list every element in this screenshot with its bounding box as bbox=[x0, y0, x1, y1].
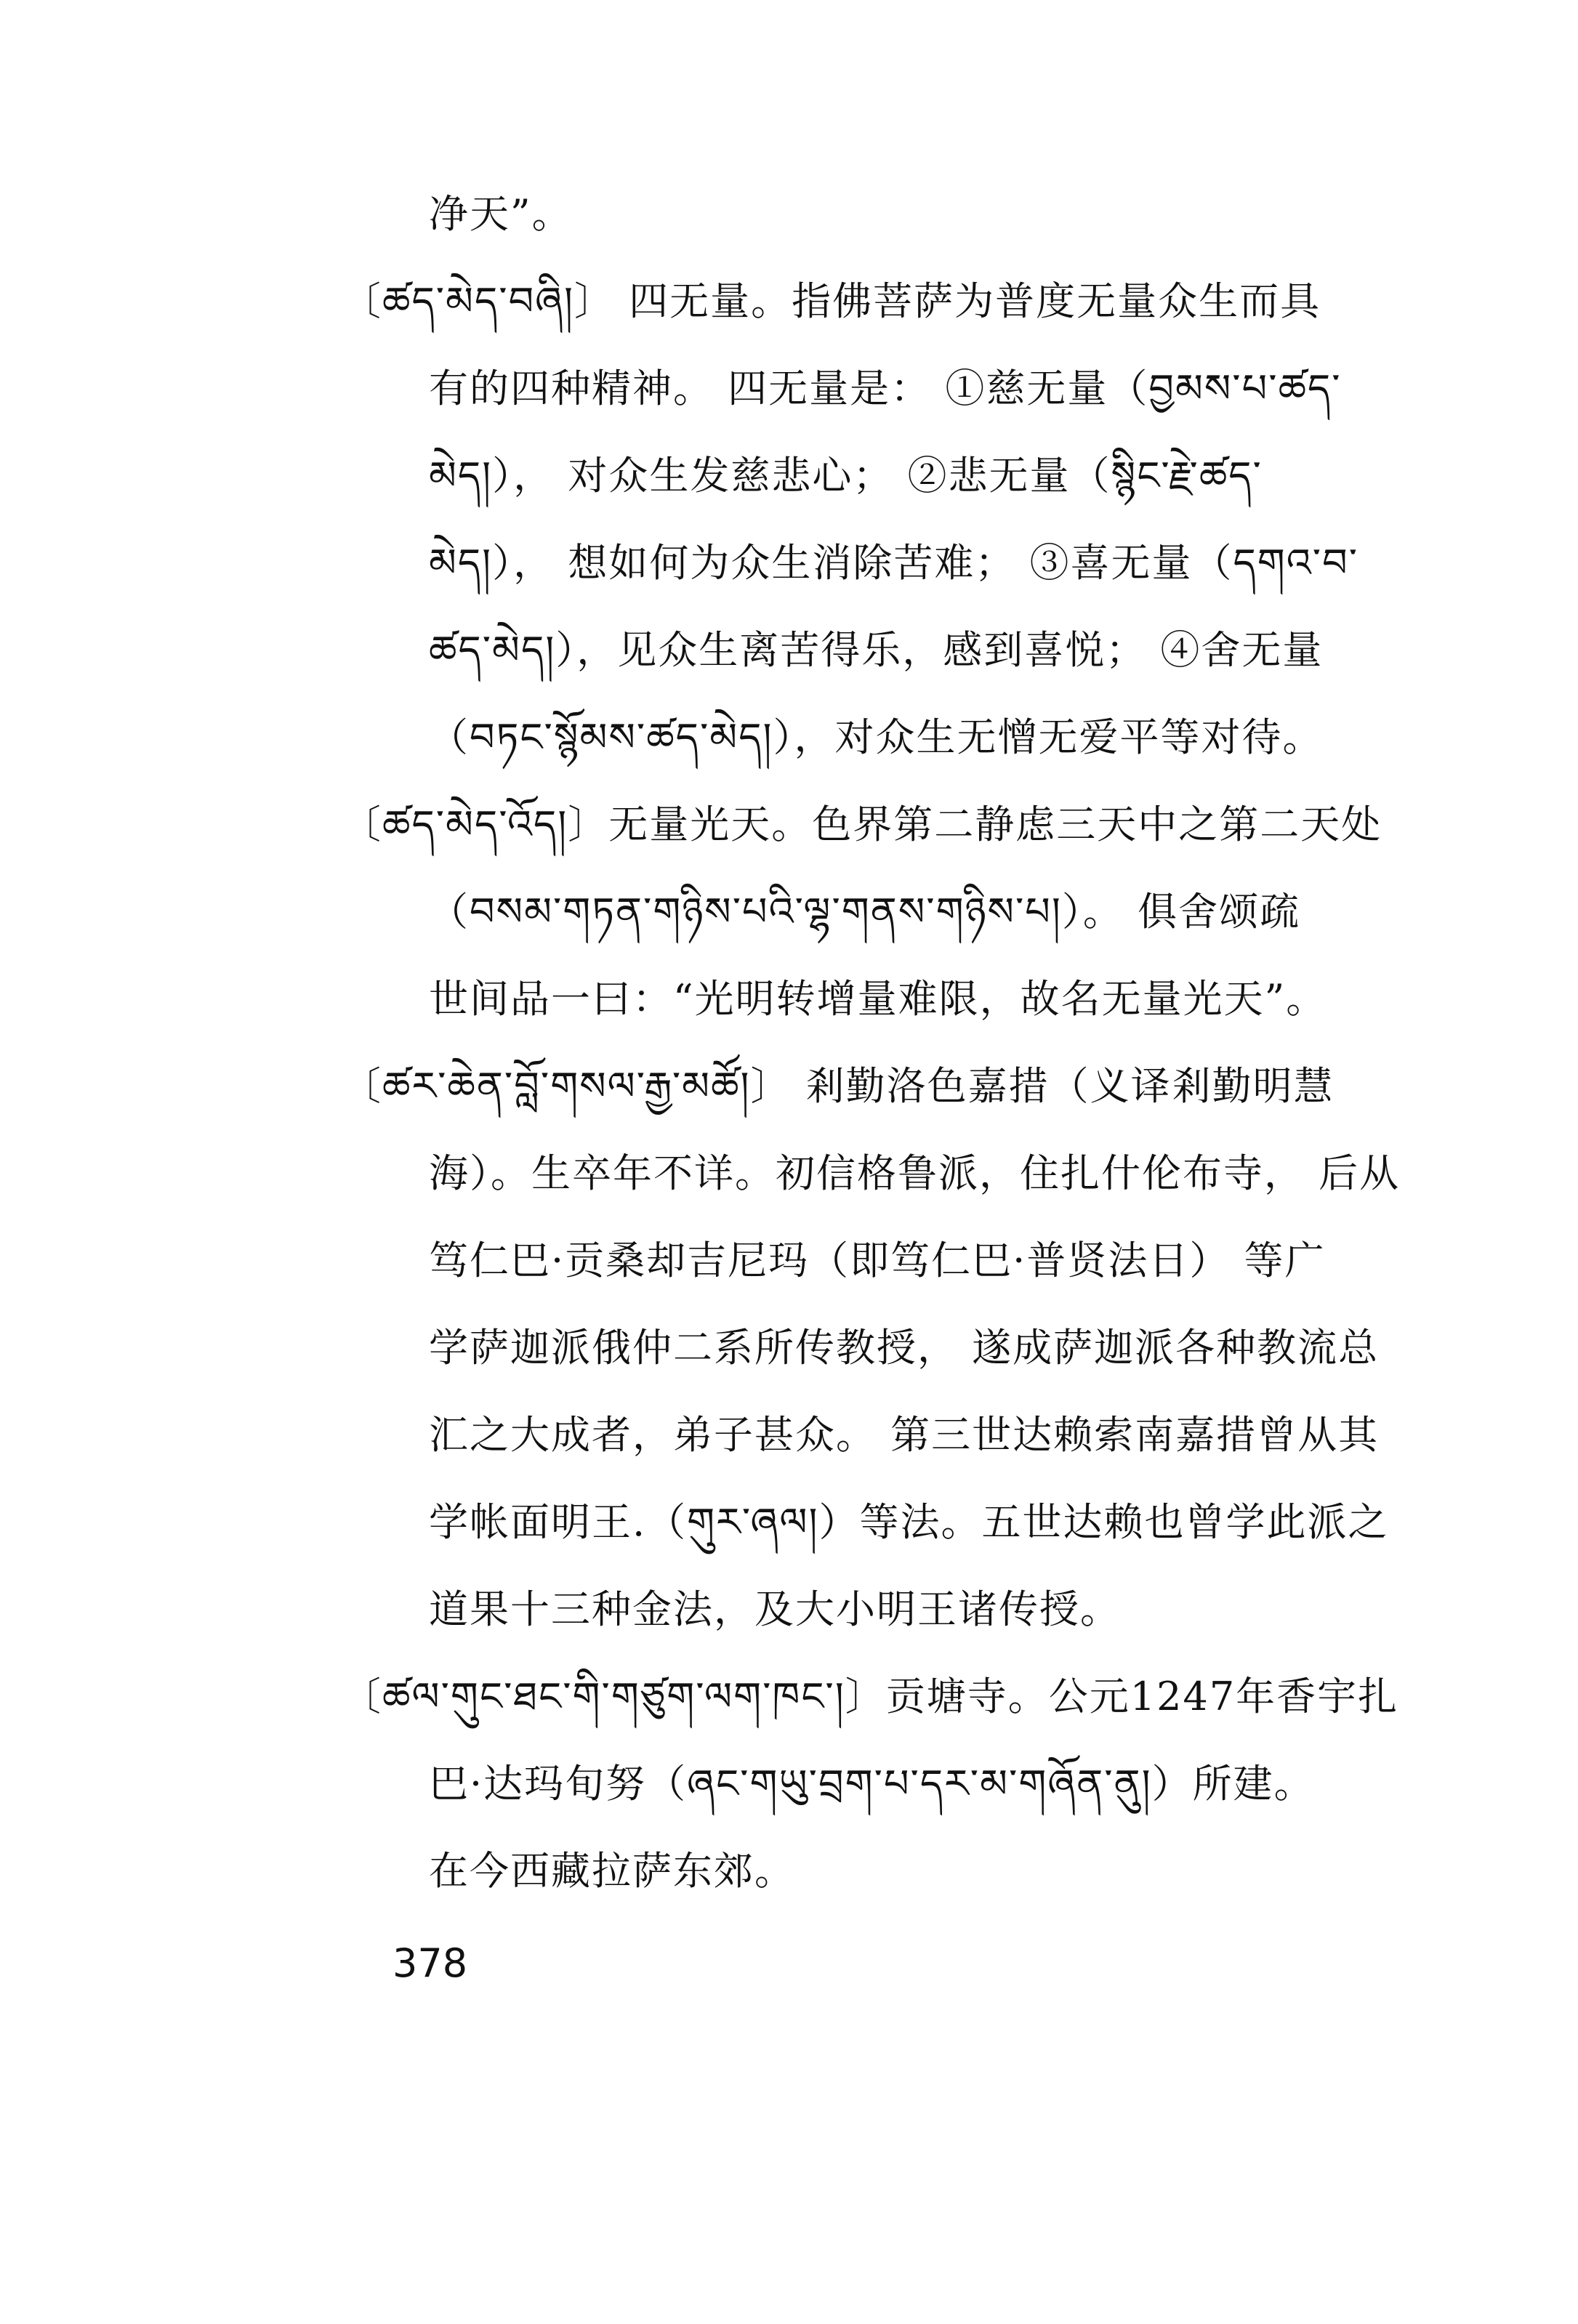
text-line: མེད།）， 对众生发慈悲心； ②悲无量（སྙིང་རྗེ་ཚད་ bbox=[429, 453, 1263, 499]
text-line: 学帐面明王.（གུར་ཞལ།）等法。五世达赖也曾学此派之 bbox=[429, 1499, 1389, 1545]
text-line: 有的四种精神。 四无量是： ①慈无量（བྱམས་པ་ཚད་ bbox=[429, 366, 1342, 411]
text-line: 世间品一曰：“光明转增量难限，故名无量光天”。 bbox=[429, 976, 1327, 1022]
entry-heading-gungthang: 〔ཚལ་གུང་ཐང་གི་གཙུག་ལག་ཁང་།〕贡塘寺。公元1247年香宇扎 bbox=[342, 1674, 1399, 1719]
text-line: 笃仁巴·贡桑却吉尼玛（即笃仁巴·普贤法日） 等广 bbox=[429, 1238, 1326, 1283]
page-number: 378 bbox=[393, 1940, 468, 1986]
text-line: 在今西藏拉萨东郊。 bbox=[429, 1848, 795, 1894]
text-line: 巴·达玛旬努（ཞང་གཡུ་བྲག་པ་དར་མ་གཞོན་ནུ།）所建。 bbox=[429, 1761, 1315, 1807]
text-line: 学萨迦派俄仲二系所传教授， 遂成萨迦派各种教流总 bbox=[429, 1325, 1380, 1371]
entry-heading-tsarchen: 〔ཚར་ཆེན་བློ་གསལ་རྒྱ་མཚོ།〕 剎勤洛色嘉措（义译剎勤明慧 bbox=[342, 1063, 1335, 1109]
text-line: 海）。生卒年不详。初信格鲁派，住扎什伦布寺， 后从 bbox=[429, 1150, 1401, 1196]
entry-heading-four-immeasurables: 〔ཚད་མེད་བཞི།〕 四无量。指佛菩萨为普度无量众生而具 bbox=[342, 278, 1321, 324]
text-line: （བཏང་སྙོམས་ཚད་མེད།），对众生无憎无爱平等对待。 bbox=[429, 714, 1324, 760]
text-line: མེད།）， 想如何为众生消除苦难； ③喜无量（དགའ་བ་ bbox=[429, 540, 1359, 586]
text-line: 道果十三种金法，及大小明王诸传授。 bbox=[429, 1586, 1121, 1632]
entry-heading-immeasurable-light: 〔ཚད་མེད་འོད།〕无量光天。色界第二静虑三天中之第二天处 bbox=[342, 802, 1382, 847]
text-line: ཚད་མེད།），见众生离苦得乐，感到喜悦； ④舍无量 bbox=[429, 627, 1324, 673]
text-line: 汇之大成者，弟子甚众。 第三世达赖索南嘉措曾从其 bbox=[429, 1412, 1380, 1458]
text-line: （བསམ་གཏན་གཉིས་པའི་ལྷ་གནས་གཉིས་པ།）。 俱舍颂疏 bbox=[429, 889, 1301, 935]
text-line: 净天”。 bbox=[429, 191, 573, 237]
